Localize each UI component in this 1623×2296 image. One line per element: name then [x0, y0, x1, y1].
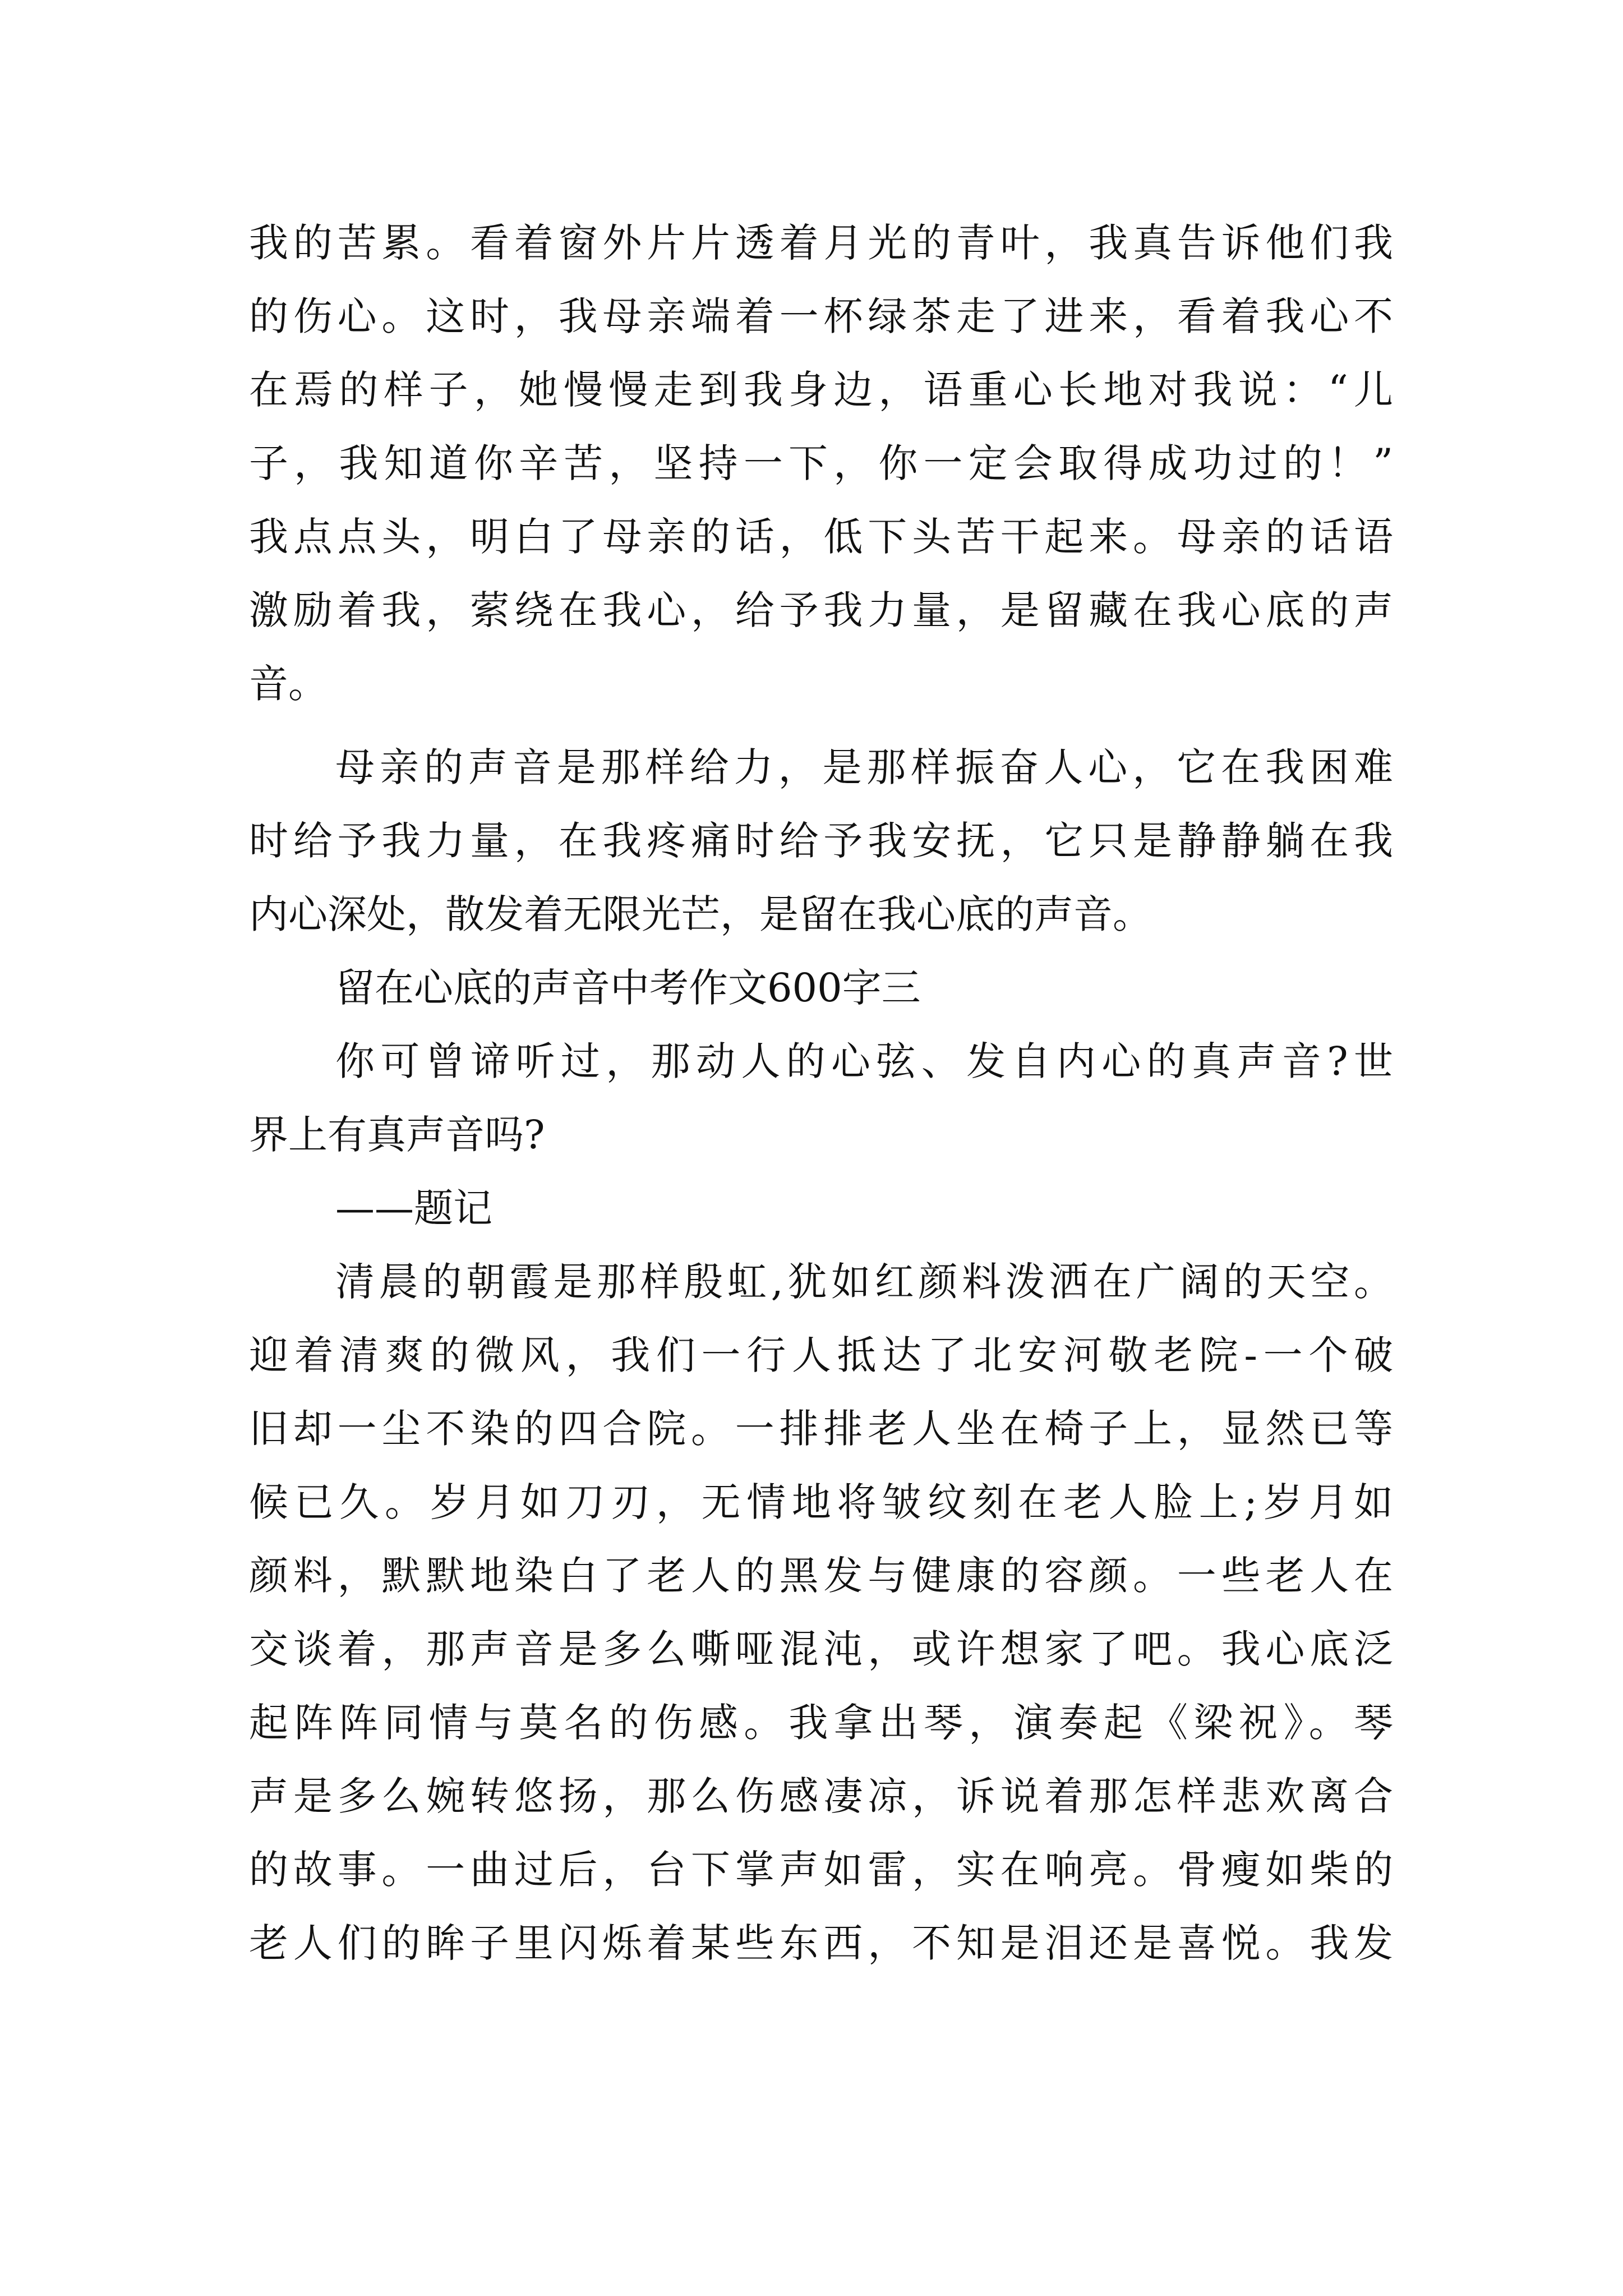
- text-line: 界上有真声音吗?: [249, 1112, 545, 1158]
- text-line: 声是多么婉转悠扬，那么伤感凄凉，诉说着那怎样悲欢离合: [249, 1773, 1393, 1819]
- text-line: 内心深处，散发着无限光芒，是留在我心底的声音。: [249, 891, 1152, 937]
- text-line: 清晨的朝霞是那样殷虹,犹如红颜料泼洒在广阔的天空。: [335, 1259, 1393, 1305]
- essay-body: [249, 206, 1393, 1980]
- text-line: 我的苦累。看着窗外片片透着月光的青叶，我真告诉他们我: [249, 220, 1393, 266]
- text-line: 旧却一尘不染的四合院。一排排老人坐在椅子上，显然已等: [249, 1406, 1393, 1452]
- text-line: 颜料，默默地染白了老人的黑发与健康的容颜。一些老人在: [249, 1553, 1393, 1599]
- text-line: 的故事。一曲过后，台下掌声如雷，实在响亮。骨瘦如柴的: [249, 1847, 1393, 1893]
- text-line: 在焉的样子，她慢慢走到我身边，语重心长地对我说：“儿: [249, 367, 1393, 413]
- section-heading: 留在心底的声音中考作文600字三: [335, 965, 921, 1011]
- text-line: 激励着我，萦绕在我心，给予我力量，是留藏在我心底的声: [249, 587, 1393, 633]
- text-line: 交谈着，那声音是多么嘶哑混沌，或许想家了吧。我心底泛: [249, 1626, 1393, 1672]
- text-line: 起阵阵同情与莫名的伤感。我拿出琴，演奏起《梁祝》。琴: [249, 1700, 1393, 1746]
- text-line: 时给予我力量，在我疼痛时给予我安抚，它只是静静躺在我: [249, 818, 1393, 864]
- text-line: 的伤心。这时，我母亲端着一杯绿茶走了进来，看着我心不: [249, 293, 1393, 339]
- text-line: 老人们的眸子里闪烁着某些东西，不知是泪还是喜悦。我发: [249, 1920, 1393, 1966]
- text-line: 子，我知道你辛苦，坚持一下，你一定会取得成功过的！”: [249, 440, 1393, 486]
- text-line: 候已久。岁月如刀刃，无情地将皱纹刻在老人脸上;岁月如: [249, 1479, 1393, 1525]
- text-line: 你可曾谛听过，那动人的心弦、发自内心的真声音?世: [335, 1038, 1393, 1084]
- text-line: 音。: [249, 661, 328, 707]
- epigraph-attribution: ——题记: [335, 1185, 492, 1231]
- text-line: 母亲的声音是那样给力，是那样振奋人心，它在我困难: [335, 744, 1393, 790]
- text-line: 迎着清爽的微风，我们一行人抵达了北安河敬老院-一个破: [249, 1332, 1393, 1378]
- text-line: 我点点头，明白了母亲的话，低下头苦干起来。母亲的话语: [249, 514, 1393, 560]
